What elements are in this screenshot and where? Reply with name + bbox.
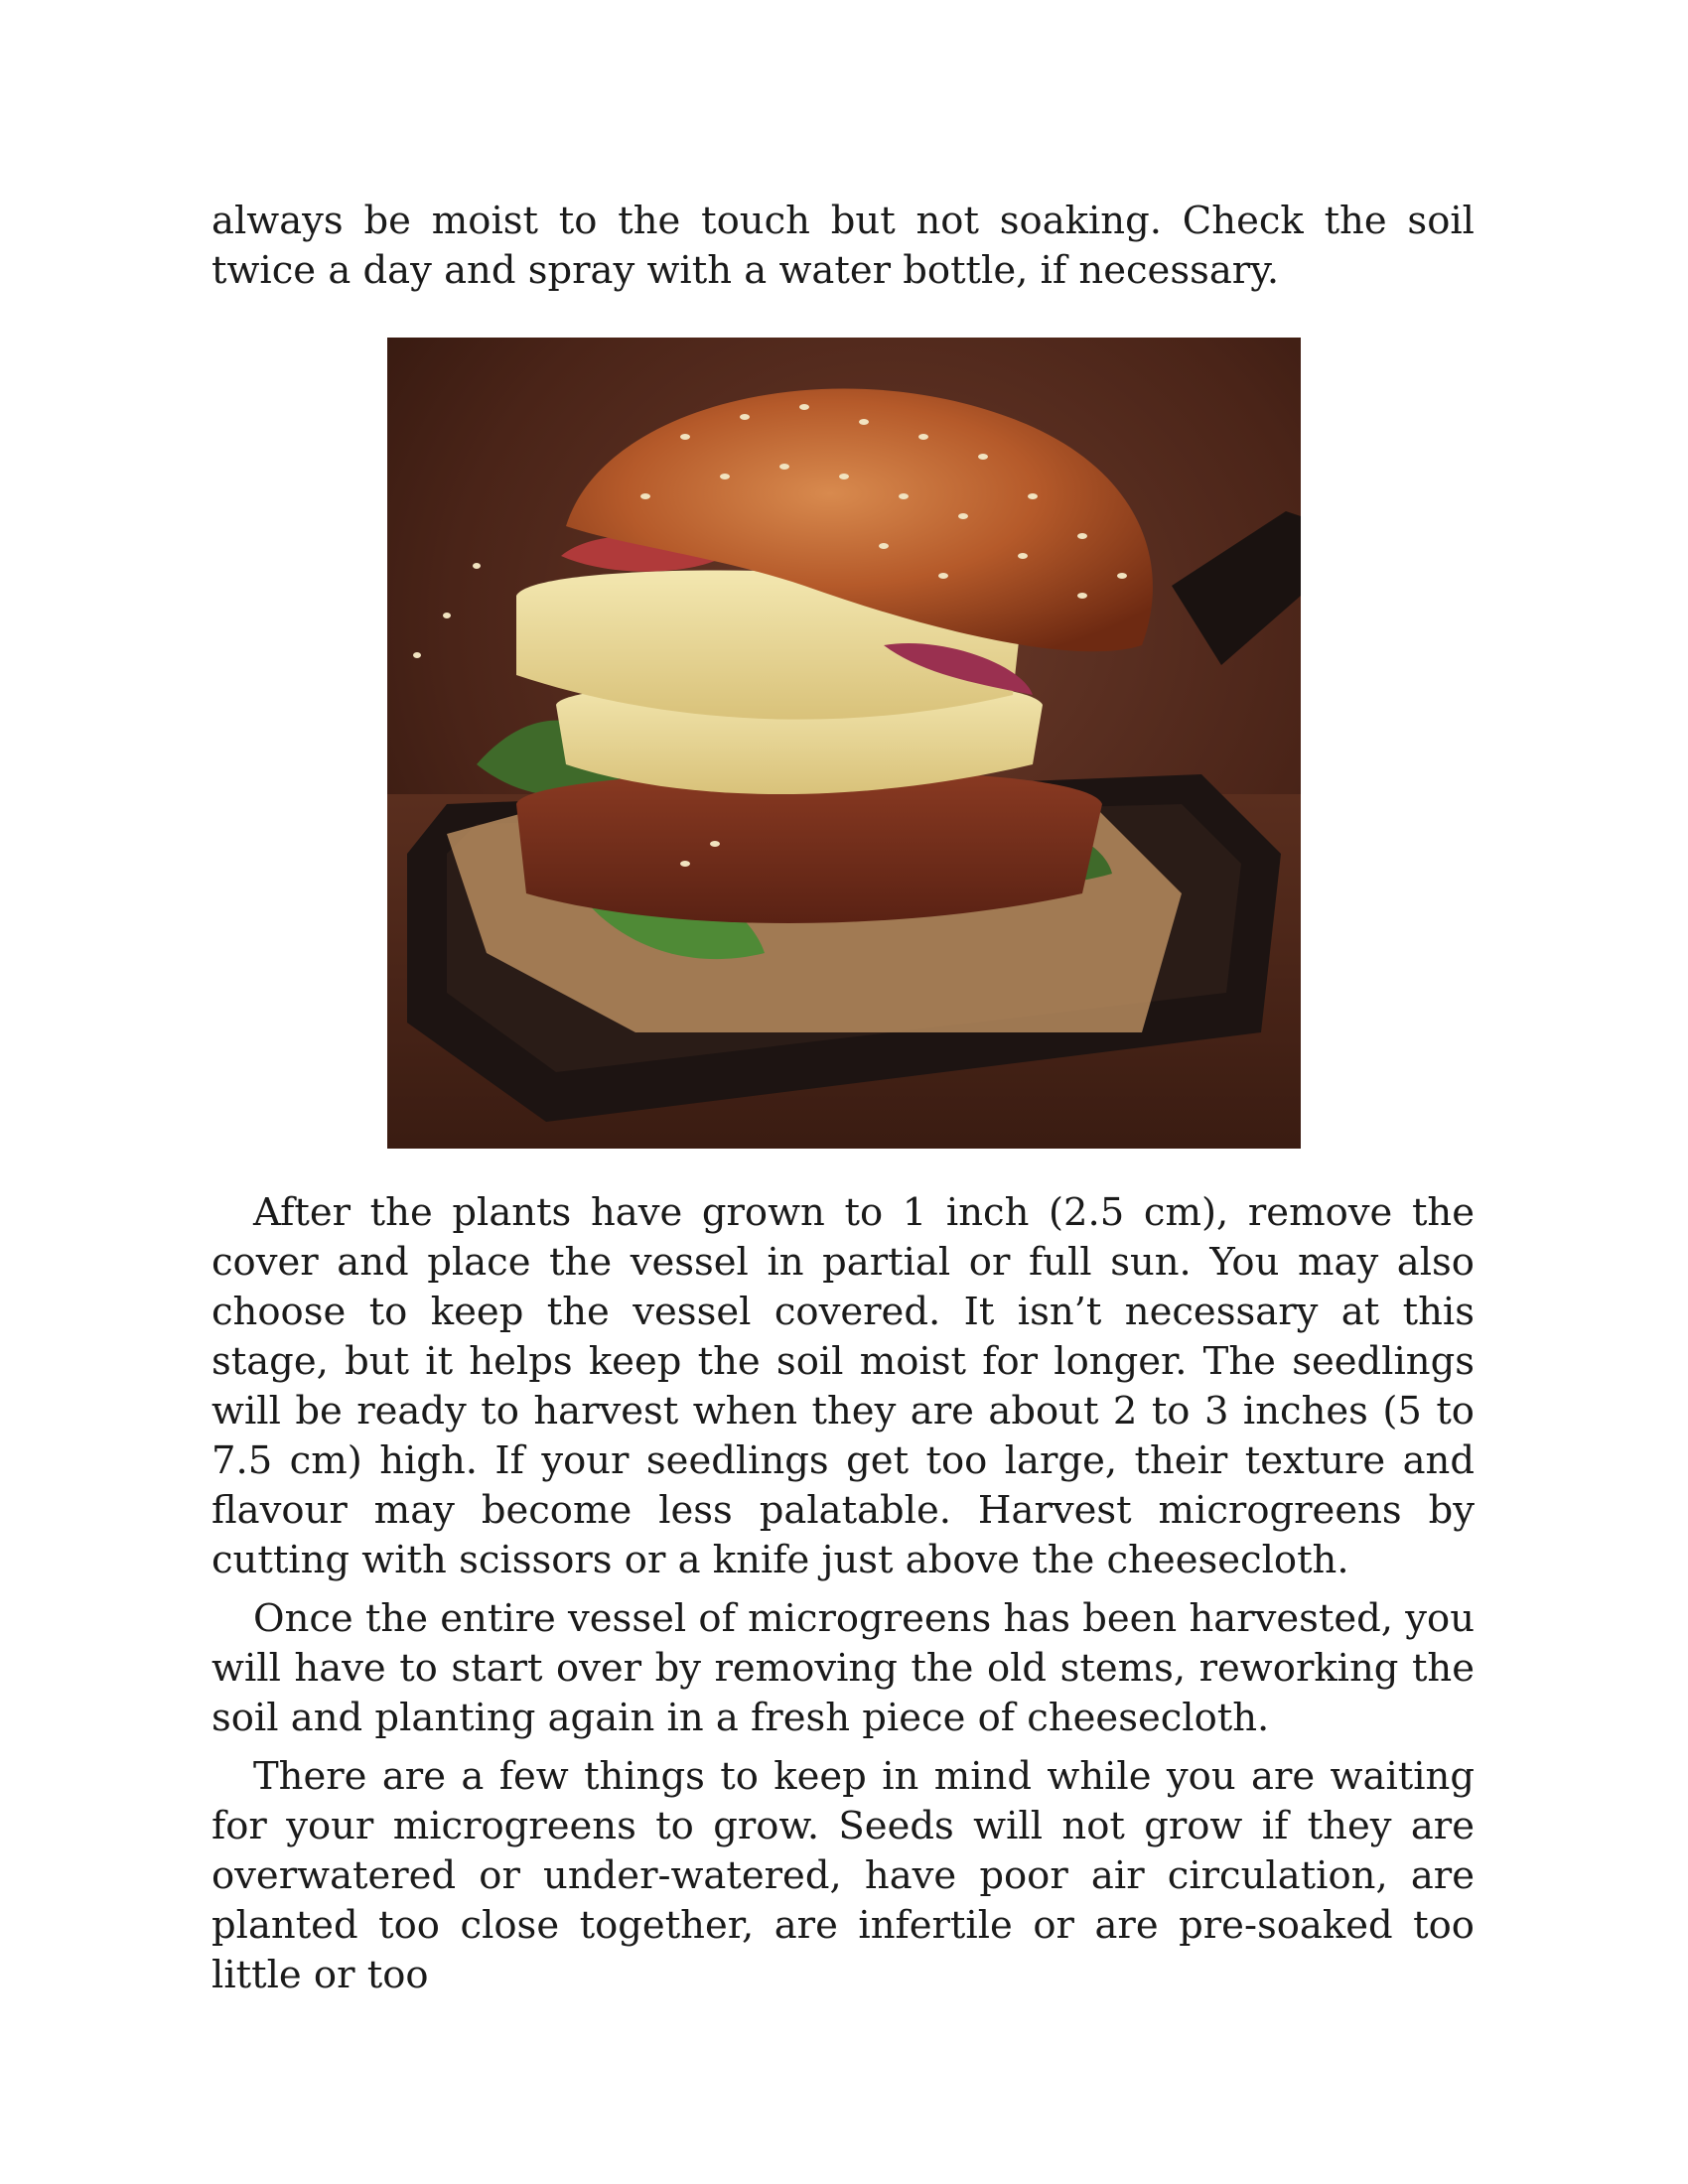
paragraph-harvest: After the plants have grown to 1 inch (2.5 cm), remove the cover and place the vessel in partial or full sun. You may also choose to keep the vessel covered. It isn’t necessary at this stage, but it helps keep the soil moist for longer. The seedlings will be ready to harvest when they are about 2 to 3 inches (5 to 7.5 cm) high. If your seedlings get too large, their texture and flavour may become less palatable. Harvest microgreens by cutting with scissors or a knife just above the cheesecloth. [211, 1190, 1475, 1582]
body-paragraphs [211, 1188, 1475, 2000]
paragraph-start-over: Once the entire vessel of microgreens has been harvested, you will have to start over by removing the old stems, reworking the soil and planting again in a fresh piece of cheesecloth. [211, 1596, 1475, 1740]
burger-photo [387, 338, 1301, 1149]
continued-paragraph: always be moist to the touch but not soaking. Check the soil twice a day and spray with a water bottle, if necessary. [211, 199, 1475, 293]
paragraph-growing-tips: There are a few things to keep in mind while you are waiting for your microgreens to grow. Seeds will not grow if they are overwatered or under-watered, have poor air circulation, are planted too close together, are infertile or are pre-soaked too little or too [211, 1754, 1475, 1997]
